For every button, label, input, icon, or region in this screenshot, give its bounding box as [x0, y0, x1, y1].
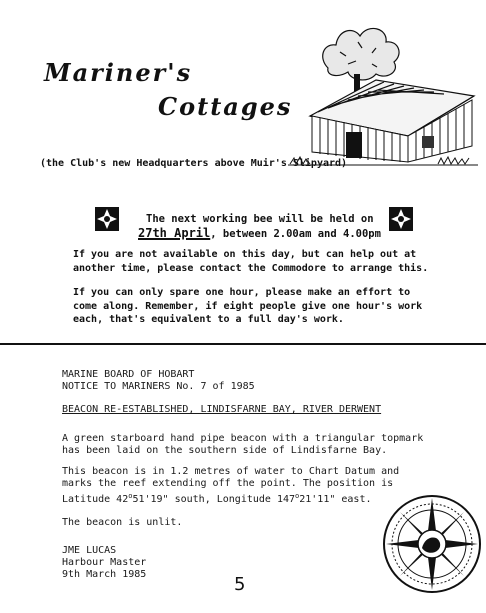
ornament-icon [388, 206, 414, 232]
notice-paragraph-3: The beacon is unlit. [62, 517, 183, 528]
page-number: 5 [234, 574, 246, 595]
notice-line: A green starboard hand pipe beacon with a triangular topmark [62, 433, 424, 444]
notice-line: This beacon is in 1.2 metres of water to Chart Datum and [62, 466, 400, 477]
paragraph-line: each, that's equivalent to a full day's work. [73, 314, 344, 325]
signed-date: 9th March 1985 [62, 569, 147, 580]
board-name: MARINE BOARD OF HOBART [62, 369, 195, 380]
working-bee-line-1: The next working bee will be held on [146, 213, 374, 225]
notice-number: NOTICE TO MARINERS No. 7 of 1985 [62, 381, 255, 392]
notice-position-line: Latitude 42$^o$51'19" south, Longitude 147$^o$21'11" east. [62, 492, 372, 505]
notice-paragraph-1 [62, 433, 423, 457]
ornament-icon [94, 206, 120, 232]
cottage-illustration [288, 18, 478, 168]
paragraph-one-hour [73, 286, 422, 327]
working-bee-time: , between 2.00am and 4.00pm [210, 228, 381, 240]
paragraph-line: come along. Remember, if eight people give one hour's work [73, 300, 423, 312]
paragraph-availability [73, 248, 428, 275]
paragraph-line: another time, please contact the Commodore to arrange this. [73, 262, 429, 274]
compass-rose-icon [382, 494, 482, 594]
signer-name: JME LUCAS [62, 545, 117, 556]
paragraph-line: If you are not available on this day, but can help out at [73, 249, 417, 260]
notice-line: has been laid on the southern side of Lindisfarne Bay. [62, 445, 388, 456]
notice-paragraph-2 [62, 466, 399, 506]
notice-heading: BEACON RE-ESTABLISHED, LINDISFARNE BAY, RIVER DERWENT [62, 404, 382, 415]
notice-line: marks the reef extending off the point. The position is [62, 478, 394, 489]
signer-title: Harbour Master [62, 557, 147, 568]
working-bee-line-2 [138, 226, 381, 241]
paragraph-line: If you can only spare one hour, please make an effort to [73, 287, 411, 298]
subtitle: (the Club's new Headquarters above Muir's Slipyard) [40, 158, 348, 169]
title-line-1: Mariner's [44, 58, 193, 87]
title-line-2: Cottages [158, 92, 293, 121]
working-bee-date: 27th April [138, 226, 211, 240]
section-divider [0, 343, 486, 345]
